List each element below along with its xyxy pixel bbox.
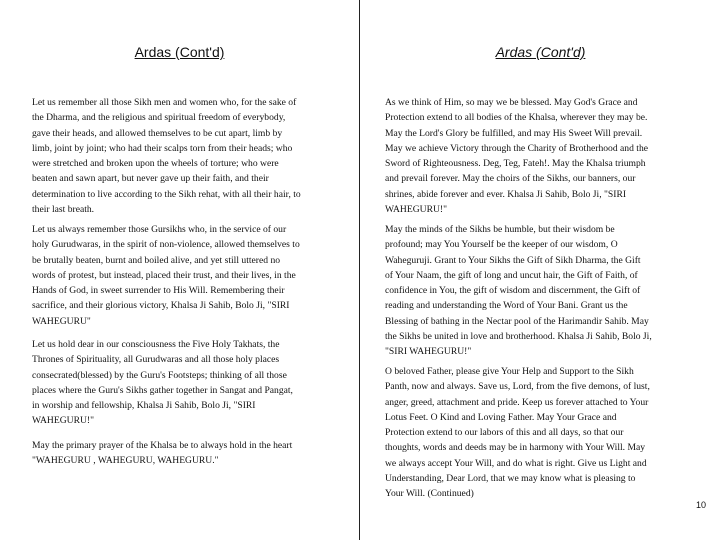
left-page-heading: Ardas (Cont'd) (134, 44, 225, 60)
page-number: 10 (695, 500, 706, 510)
left-paragraph-2: Let us always remember those Gursikhs who, in the service of our holy Gurudwaras, in the spirit of non-violence, allowed themselves to be brutally beaten, burnt and boiled alive, and yet still uttered no words of protest, but instead, placed their trust, and their lives, in the Hands of God, in sweet surrender to His Will. Remembering their sacrifice, and their glorious victory, Khalsa Ji Sahib, Bolo Ji, "SIRI WAHEGURU" (32, 224, 300, 327)
right-page (361, 0, 720, 540)
right-paragraph-2: May the minds of the Sikhs be humble, but their wisdom be profound; may You Yourself be the keeper of our wisdom, O Waheguruji. Grant to Your Sikhs the Gift of Sikh Dharma, the Gift of Your Naam, the gift of long and uncut hair, the Gift of Faith, of confidence in You, the gift of wisdom and discernment, the Gift of reading and understanding the Word of Your Bani. Grant us the Blessing of bathing in the Nectar pool of the Harimandir Sahib. May the Sikhs be united in love and brotherhood. Khalsa Ji Sahib, Bolo Ji, "SIRI WAHEGURU!" (385, 224, 652, 358)
left-paragraph-3: Let us hold dear in our consciousness the Five Holy Takhats, the Thrones of Spirituality, all Gurudwaras and all those holy places consecrated(blessed) by the Guru's Footsteps; thinking of all those places where the Guru's Sikhs gather together in Sangat and Pangat, in worship and fellowship, Khalsa Ji Sahib, Bolo Ji, "SIRI WAHEGURU!" (32, 339, 293, 427)
left-paragraph-4: May the primary prayer of the Khalsa be to always hold in the heart "WAHEGURU , WAHEGURU, WAHEGURU." (32, 440, 293, 467)
right-paragraph-1: As we think of Him, so may we be blessed. May God's Grace and Protection extend to all bodies of the Khalsa, wherever they may be. May the Lord's Glory be fulfilled, and may His Sweet Will prevail. May we achieve Victory through the Charity of Brotherhood and the Sword of Righteousness. Deg, Teg, Fateh!. May the Khalsa triumph and prevail forever. May the choirs of the Sikhs, our banners, our shrines, abide forever and ever. Khalsa Ji Sahib, Bolo Ji, "SIRI WAHEGURU!" (385, 97, 649, 216)
right-page-heading: Ardas (Cont'd) (495, 44, 586, 60)
left-paragraph-1: Let us remember all those Sikh men and women who, for the sake of the Dharma, and the religious and spiritual freedom of everybody, gave their heads, and allowed themselves to be cut apart, limb by limb, joint by joint; who had their scalps torn from their heads; who were stretched and broken upon the wheels of torture; who were beaten and sawn apart, but never gave up their faith, and their determination to live according to the Sikh rehat, with all their hair, to their last breath. (32, 97, 301, 216)
right-paragraph-3: O beloved Father, please give Your Help and Support to the Sikh Panth, now and always. Save us, Lord, from the five demons, of lust, anger, greed, attachment and pride. Keep us forever attached to Your Lotus Feet. O Kind and Loving Father. May Your Grace and Protection extend to our labors of this and all days, so that our thoughts, words and deeds may be in harmony with Your Will. May we always accept Your Will, and do what is right. Give us Light and Understanding, Dear Lord, that we may know what is pleasing to Your Will. (Continued) (385, 366, 650, 500)
